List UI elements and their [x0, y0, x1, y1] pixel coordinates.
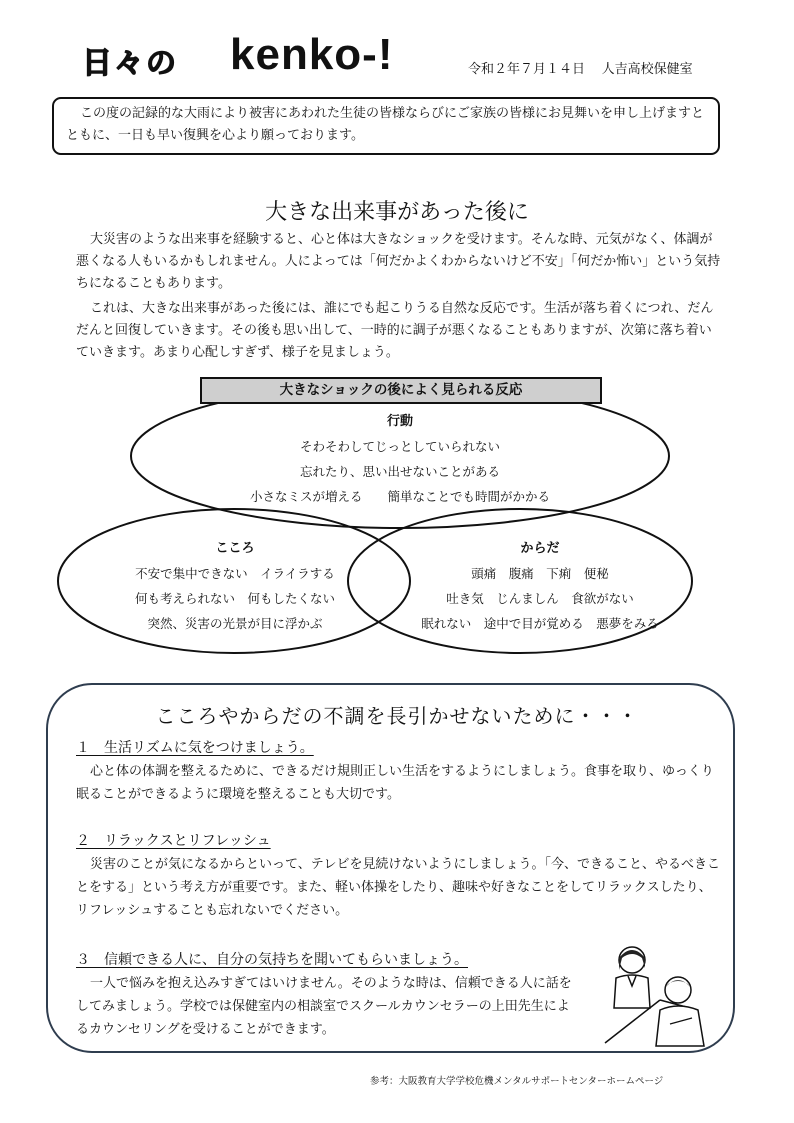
mind-line: 不安で集中できない イライラする: [135, 566, 335, 581]
behavior-line: 忘れたり、思い出せないことがある: [299, 464, 500, 479]
mind-line: 何も考えられない 何もしたくない: [134, 591, 335, 606]
intro-paragraph-2: これは、大きな出来事があった後には、誰にでも起こりうる自然な反応です。生活が落ち着くにつれ、だんだんと回復していきます。その後も思い出して、一時的に調子が悪くなることもありますが、次第に落ち着いていきます。あまり心配しすぎず、様子を見ましょう。: [76, 301, 714, 360]
issue-date: 令和２年７月１４日: [468, 62, 586, 77]
tip-body-3: 一人で悩みを抱え込みすぎてはいけません。そのような時は、信頼できる人に話をしてみましょう。学校では保健室内の相談室でスクールカウンセラーの上田先生によるカウンセリングを受けることができます。: [76, 976, 572, 1037]
tip-heading-3: ３ 信頼できる人に、自分の気持ちを聞いてもらいましょう。: [76, 952, 468, 968]
behavior-line: そわそわしてじっとしていられない: [299, 439, 500, 454]
behavior-group: [200, 409, 600, 509]
body-line: 眠れない 途中で目が覚める 悪夢をみる: [421, 616, 659, 631]
section-heading: 大きな出来事があった後に: [265, 200, 529, 225]
intro-paragraph-1: 大災害のような出来事を経験すると、心と体は大きなショックを受けます。そんな時、元気がなく、体調が悪くなる人もいるかもしれません。人によっては「何だかよくわからないけど不安」「何だか怖い」という気持ちになることもあります。: [76, 232, 721, 291]
behavior-line: 小さなミスが増える 簡単なことでも時間がかかる: [249, 489, 550, 504]
newsletter-title: kenko-!: [230, 30, 394, 79]
behavior-label: 行動: [386, 414, 413, 429]
reference-footer: 参考：大阪教育大学学校危機メンタルサポートセンターホームページ: [370, 1076, 664, 1087]
body-line: 頭痛 腹痛 下痢 便秘: [471, 566, 609, 581]
tip-body-1: 心と体の体調を整えるために、できるだけ規則正しい生活をするようにしましょう。食事を取り、ゆっくり眠ることができるように環境を整えることも大切です。: [76, 764, 714, 802]
mind-line: 突然、災害の光景が目に浮かぶ: [147, 616, 323, 631]
tip-heading-2: ２ リラックスとリフレッシュ: [76, 833, 271, 849]
mind-label: こころ: [215, 541, 255, 556]
diagram-title: 大きなショックの後によく見られる反応: [200, 377, 602, 404]
body-label: からだ: [520, 541, 560, 556]
newsletter-title-prefix: 日々の: [82, 46, 178, 81]
sympathy-notice: この度の記録的な大雨により被害にあわれた生徒の皆様ならびにご家族の皆様にお見舞いを申し上げますとともに、一日も早い復興を心より願っております。: [52, 97, 720, 155]
tip-body-2: 災害のことが気になるからといって、テレビを見続けないようにしましょう。「今、できること、やるべきことをする」という考え方が重要です。また、軽い体操をしたり、趣味や好きなことをしてリラックスしたり、リフレッシュすることも忘れないでください。: [76, 857, 720, 918]
counseling-illustration: [600, 938, 720, 1048]
mind-group: [100, 536, 370, 636]
office-name: 人吉高校保健室: [601, 62, 693, 77]
tip-heading-1: １ 生活リズムに気をつけましょう。: [76, 740, 314, 756]
tips-title: こころやからだの不調を長引かせないために・・・: [155, 704, 639, 728]
body-group: [400, 536, 680, 636]
body-line: 吐き気 じんましん 食欲がない: [446, 591, 634, 606]
